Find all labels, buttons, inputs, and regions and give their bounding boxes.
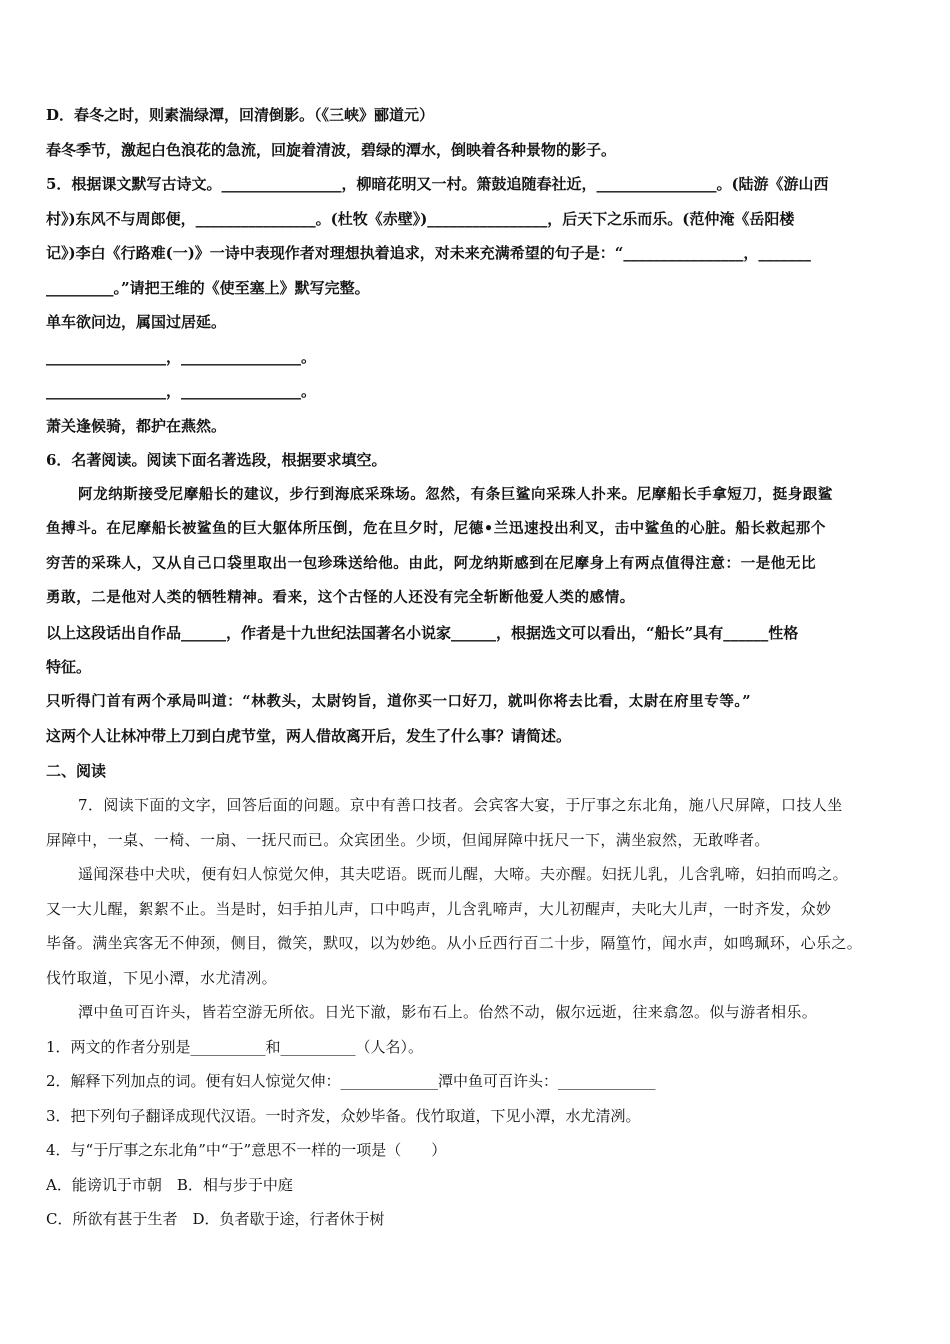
document-page (46, 98, 908, 1237)
sub-question-2: 2．解释下列加点的词。便有妇人惊觉欠伸：_____________潭中鱼可百许头：_____________ (46, 1072, 656, 1090)
reading-passage-line-3: 穷苦的采珠人，又从自己口袋里取出一包珍珠送给他。由此，阿龙纳斯感到在尼摩身上有两点值得注意：一是他无比 (46, 554, 817, 572)
question-6-heading: 6．名著阅读。阅读下面名著选段，根据要求填空。 (46, 451, 387, 469)
option-d: D．春冬之时，则素湍绿潭，回清倒影。（《三峡》郦道元） (46, 106, 435, 124)
section-heading-reading: 二、阅读 (46, 761, 107, 780)
sub-question-4: 4．与“于厅事之东北角”中“于”意思不一样的一项是（ ） (46, 1141, 447, 1159)
question-5-line-3: 记》)李白《行路难(一)》一诗中表现作者对理想执着追求，对未来充满希望的句子是：“________________，_______ (46, 244, 811, 262)
classical-text-line-6: 伐竹取道，下见小潭，水尤清冽。 (46, 968, 278, 987)
reading-passage-line-2: 鱼搏斗。在尼摩船长被鲨鱼的巨大躯体所压倒，危在旦夕时，尼德•兰迅速投出利叉，击中鲨鱼的心脏。船长救起那个 (46, 520, 826, 537)
classical-text-line-4: 又一大儿醒，絮絮不止。当是时，妇手拍儿声，口中呜声，儿含乳啼声，大儿初醒声，夫叱大儿声，一时齐发，众妙 (46, 899, 832, 918)
reading-passage-line-1: 阿龙纳斯接受尼摩船长的建议，步行到海底采珠场。忽然，有条巨鲨向采珠人扑来。尼摩船长手拿短刀，挺身跟鲨 (78, 485, 833, 503)
question-6-fill-line-1: 以上这段话出自作品______，作者是十九世纪法国著名小说家______，根据选文可以看出，“船长”具有______性格 (46, 623, 799, 642)
question-6-fill-line-2: 特征。 (46, 658, 92, 676)
option-d-explanation: 春冬季节，激起白色浪花的急流，回旋着清波，碧绿的潭水，倒映着各种景物的影子。 (46, 140, 617, 159)
classical-text-line-3: 遥闻深巷中犬吠，便有妇人惊觉欠伸，其夫呓语。既而儿醒，大啼。夫亦醒。妇抚儿乳，儿含乳啼，妇拍而呜之。 (78, 865, 849, 883)
shuihu-passage: 只听得门首有两个承局叫道：“林教头，太尉钧旨，道你买一口好刀，就叫你将去比看，太尉在府里专等。” (46, 692, 752, 710)
classical-text-line-7: 潭中鱼可百许头，皆若空游无所依。日光下澈，影布石上。佁然不动，俶尔远逝，往来翕忽。似与游者相乐。 (78, 1003, 818, 1021)
sub-question-3: 3．把下列句子翻译成现代汉语。一时齐发，众妙毕备。伐竹取道，下见小潭，水尤清冽。 (46, 1106, 641, 1125)
question-5-line-1: 5．根据课文默写古诗文。________________，柳暗花明又一村。箫鼓追随春社近，________________。(陆游《游山西 (46, 175, 829, 193)
poem-blank-line-1: ________________，________________。 (46, 347, 317, 366)
reading-passage-line-4: 勇敢，二是他对人类的牺牲精神。看来，这个古怪的人还没有完全斩断他爱人类的感情。 (46, 589, 635, 606)
option-a-b: A．能谤讥于市朝 B．相与步于中庭 (46, 1175, 293, 1194)
classical-text-line-1: 7．阅读下面的文字，回答后面的问题。京中有善口技者。会宾客大宴，于厅事之东北角，施八尺屏障，口技人坐 (78, 796, 843, 814)
shuihu-question: 这两个人让林冲带上刀到白虎节堂，两人借故离开后，发生了什么事？请简述。 (46, 727, 572, 745)
poem-blank-line-2: ________________，________________。 (46, 382, 317, 400)
poem-line-4: 萧关逢候骑，都护在燕然。 (46, 416, 227, 435)
option-c-d: C．所欲有甚于生者 D．负者歇于途，行者休于树 (46, 1210, 385, 1228)
poem-line-1: 单车欲问边，属国过居延。 (46, 313, 227, 331)
classical-text-line-2: 屏障中，一桌、一椅、一扇、一抚尺而已。众宾团坐。少顷，但闻屏障中抚尺一下，满坐寂然，无敢哗者。 (46, 830, 770, 849)
question-5-line-4: _________。”请把王维的《使至塞上》默写完整。 (46, 278, 370, 297)
question-5-line-2: 村》)东风不与周郎便，________________。(杜牧《赤壁》)________________，后天下之乐而乐。(范仲淹《岳阳楼 (46, 209, 795, 228)
sub-question-1: 1．两文的作者分别是__________和__________（人名）。 (46, 1037, 424, 1056)
classical-text-line-5: 毕备。满坐宾客无不伸颈，侧目，微笑，默叹，以为妙绝。从小丘西行百二十步，隔篁竹，闻水声，如鸣珮环，心乐之。 (46, 934, 863, 952)
